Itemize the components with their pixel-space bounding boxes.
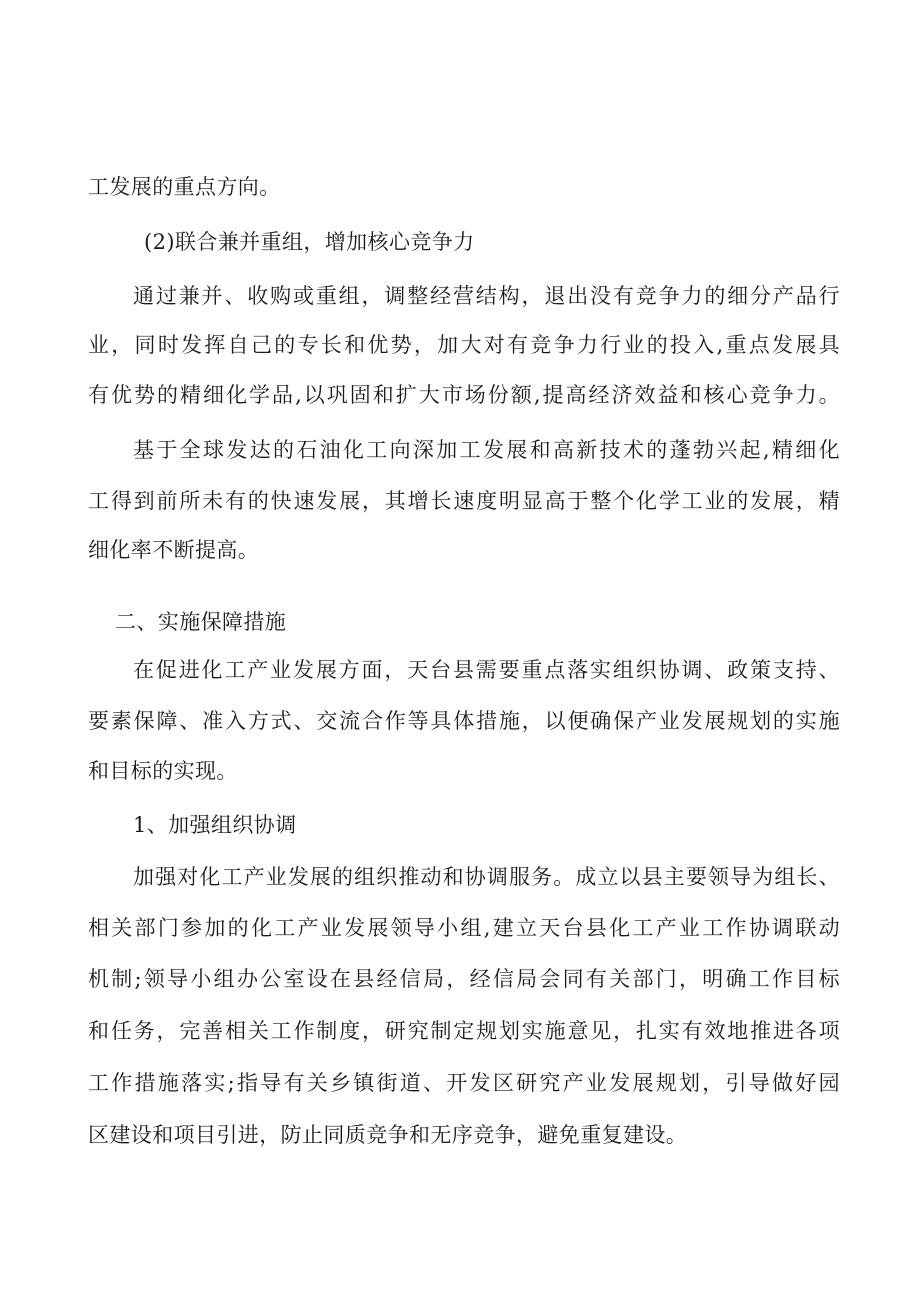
paragraph-line: 要素保障、准入方式、交流合作等具体措施，以便确保产业发展规划的实施 bbox=[88, 709, 840, 733]
section-heading: 二、实施保障措施 bbox=[115, 610, 287, 634]
paragraph-line: 细化率不断提高。 bbox=[88, 538, 260, 562]
paragraph-line: 业，同时发挥自己的专长和优势，加大对有竞争力行业的投入,重点发展具 bbox=[88, 333, 840, 357]
subsection-heading: (2)联合兼并重组，增加核心竞争力 bbox=[144, 230, 475, 254]
paragraph-line: 通过兼并、收购或重组，调整经营结构，退出没有竞争力的细分产品行 bbox=[133, 284, 840, 308]
subsection-heading: 1、加强组织协调 bbox=[133, 813, 297, 837]
paragraph-line: 区建设和项目引进，防止同质竞争和无序竞争，避免重复建设。 bbox=[88, 1123, 688, 1147]
paragraph-line: 工发展的重点方向。 bbox=[88, 175, 281, 199]
paragraph-line: 机制;领导小组办公室设在县经信局，经信局会同有关部门，明确工作目标 bbox=[88, 967, 840, 991]
paragraph-line: 在促进化工产业发展方面，天台县需要重点落实组织协调、政策支持、 bbox=[133, 658, 840, 682]
paragraph-line: 工作措施落实;指导有关乡镇街道、开发区研究产业发展规划，引导做好园 bbox=[88, 1071, 840, 1095]
paragraph-line: 和任务，完善相关工作制度，研究制定规划实施意见，扎实有效地推进各项 bbox=[88, 1019, 840, 1043]
paragraph-line: 和目标的实现。 bbox=[88, 759, 238, 783]
paragraph-line: 相关部门参加的化工产业发展领导小组,建立天台县化工产业工作协调联动 bbox=[88, 916, 840, 940]
paragraph-line: 基于全球发达的石油化工向深加工发展和高新技术的蓬勃兴起,精细化 bbox=[133, 438, 840, 462]
paragraph-line: 工得到前所未有的快速发展，其增长速度明显高于整个化学工业的发展，精 bbox=[88, 489, 840, 513]
paragraph-line: 有优势的精细化学品,以巩固和扩大市场份额,提高经济效益和核心竞争力。 bbox=[88, 383, 840, 407]
paragraph-line: 加强对化工产业发展的组织推动和协调服务。成立以县主要领导为组长、 bbox=[133, 865, 840, 889]
